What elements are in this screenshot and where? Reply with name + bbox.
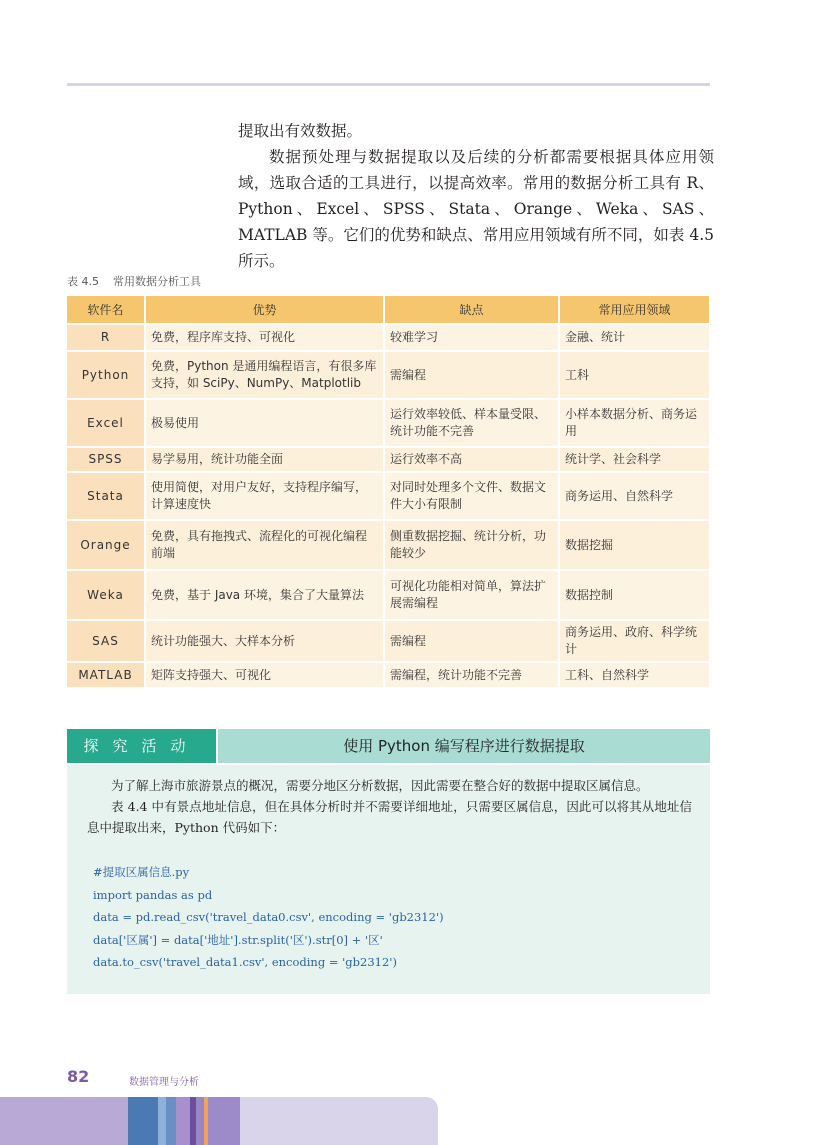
cell-domains: 统计学、社会科学 [559,447,710,472]
table-title: 常用数据分析工具 [113,275,201,288]
cell-software: R [67,324,145,351]
cell-software: Stata [67,472,145,520]
cell-disadvantages: 较难学习 [384,324,559,351]
table-row [67,472,710,520]
cell-disadvantages: 需编程，统计功能不完善 [384,662,559,687]
cell-software: Weka [67,570,145,620]
activity-banner [67,729,710,763]
activity-paragraph-1: 为了解上海市旅游景点的概况，需要分地区分析数据，因此需要在整合好的数据中提取区属信息。 [111,778,649,793]
cell-software: Orange [67,520,145,570]
body-paragraph-2: 数据预处理与数据提取以及后续的分析都需要根据具体应用领域，选取合适的工具进行，以提高效率。常用的数据分析工具有 R、Python、Excel、SPSS、Stata、Orange、Weka、SAS、MATLAB 等。它们的优势和缺点、常用应用领域有所不同，如表 4.5 所示。 [238,148,714,270]
cell-disadvantages: 可视化功能相对简单，算法扩展需编程 [384,570,559,620]
cell-disadvantages: 侧重数据挖掘、统计分析，功能较少 [384,520,559,570]
cell-software: Python [67,351,145,399]
activity-tag: 探究活动 [67,729,216,763]
cell-disadvantages: 需编程 [384,351,559,399]
code-block [93,861,444,974]
header-disadvantages: 缺点 [384,296,559,324]
cell-advantages: 统计功能强大、大样本分析 [145,620,384,662]
page-number: 82 [67,1067,90,1086]
activity-text [87,775,692,838]
header-software: 软件名 [67,296,145,324]
code-line: data.to_csv('travel_data1.csv', encoding = 'gb2312') [93,955,397,969]
cell-advantages: 免费，具有拖拽式、流程化的可视化编程前端 [145,520,384,570]
table-row [67,662,710,687]
analysis-tools-table [67,296,711,687]
header-advantages: 优势 [145,296,384,324]
cell-software: Excel [67,399,145,447]
header-domains: 常用应用领域 [559,296,710,324]
cell-software: MATLAB [67,662,145,687]
table-header-row [67,296,710,324]
cell-advantages: 使用简便，对用户友好，支持程序编写，计算速度快 [145,472,384,520]
table-row [67,351,710,399]
cell-disadvantages: 运行效率较低、样本量受限、统计功能不完善 [384,399,559,447]
table-row [67,399,710,447]
cell-advantages: 免费，Python 是通用编程语言，有很多库支持，如 SciPy、NumPy、Matplotlib [145,351,384,399]
activity-paragraph-2: 表 4.4 中有景点地址信息，但在具体分析时并不需要详细地址，只需要区属信息，因此可以将其从地址信息中提取出来，Python 代码如下： [87,799,692,835]
cell-domains: 工科、自然科学 [559,662,710,687]
header-rule [67,83,710,86]
body-paragraph-1: 提取出有效数据。 [238,122,363,140]
cell-advantages: 矩阵支持强大、可视化 [145,662,384,687]
cell-advantages: 易学易用，统计功能全面 [145,447,384,472]
footer-decoration [0,1097,816,1145]
table-row [67,324,710,351]
code-line: data = pd.read_csv('travel_data0.csv', encoding = 'gb2312') [93,910,444,924]
cell-domains: 金融、统计 [559,324,710,351]
table-row [67,520,710,570]
cell-advantages: 极易使用 [145,399,384,447]
activity-box [67,765,710,994]
cell-domains: 数据挖掘 [559,520,710,570]
cell-advantages: 免费，基于 Java 环境，集合了大量算法 [145,570,384,620]
table-caption [67,273,215,289]
table-row [67,570,710,620]
code-line: #提取区属信息.py [93,865,190,879]
cell-disadvantages: 需编程 [384,620,559,662]
book-title: 数据管理与分析 [129,1077,199,1088]
body-text [238,118,714,274]
cell-domains: 工科 [559,351,710,399]
activity-title: 使用 Python 编写程序进行数据提取 [218,729,710,763]
cell-advantages: 免费，程序库支持、可视化 [145,324,384,351]
code-line: data['区属'] = data['地址'].str.split('区').str[0] + '区' [93,932,383,947]
cell-domains: 商务运用、政府、科学统计 [559,620,710,662]
table-number: 表 4.5 [67,275,99,288]
cell-domains: 小样本数据分析、商务运用 [559,399,710,447]
cell-domains: 商务运用、自然科学 [559,472,710,520]
table-row [67,620,710,662]
cell-disadvantages: 对同时处理多个文件、数据文件大小有限制 [384,472,559,520]
cell-software: SAS [67,620,145,662]
cell-software: SPSS [67,447,145,472]
code-line: import pandas as pd [93,887,213,902]
cell-disadvantages: 运行效率不高 [384,447,559,472]
cell-domains: 数据控制 [559,570,710,620]
table-row [67,447,710,472]
